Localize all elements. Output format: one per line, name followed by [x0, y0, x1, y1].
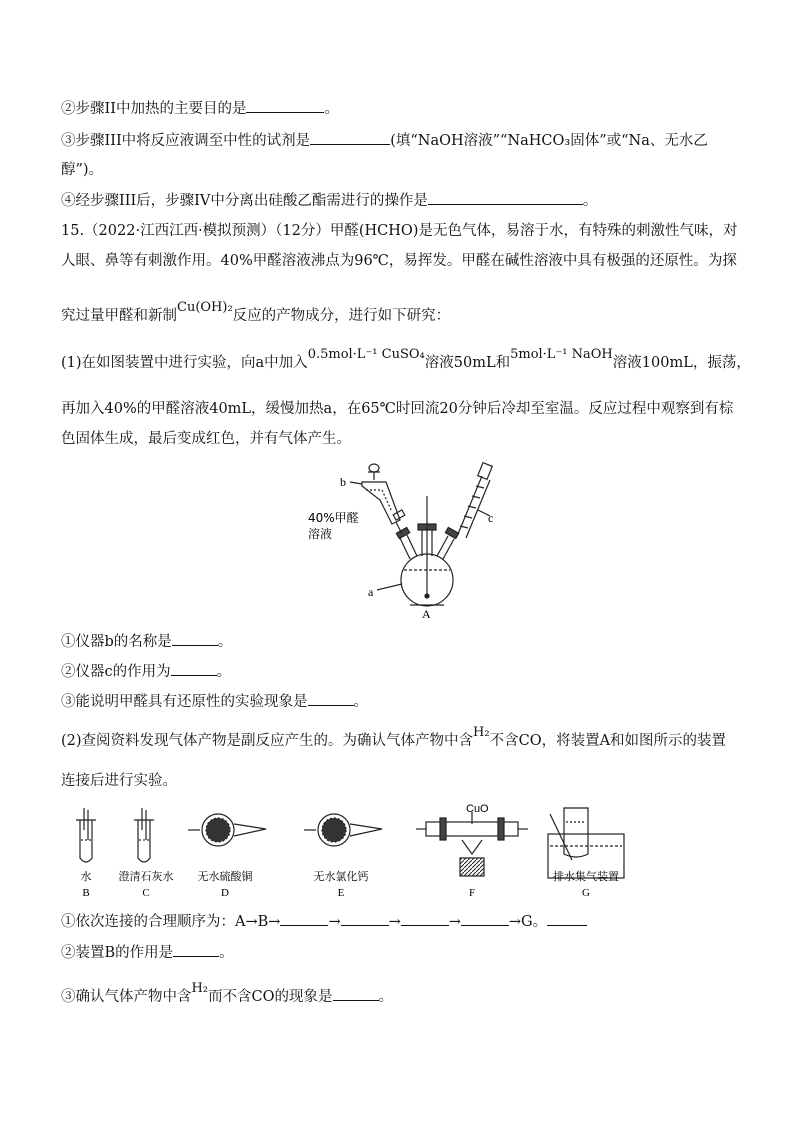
p1-text-b: 溶液50mL和: [424, 355, 511, 371]
t3-text-b: 而不含CO的现象是: [208, 989, 333, 1005]
q14-step2: [61, 98, 339, 119]
C-desc: 澄清石灰水: [118, 870, 174, 883]
answer-blank[interactable]: [172, 631, 218, 646]
G-desc: 排水集气装置: [553, 870, 619, 883]
arrow: →: [388, 914, 401, 930]
F-label: F: [468, 887, 476, 899]
C-label: C: [142, 887, 150, 899]
s3-end: 。: [353, 694, 368, 710]
t1-text: ①依次连接的合理顺序为：A→B→: [61, 914, 281, 930]
q14-step2-text: ②步骤II中加热的主要目的是: [61, 101, 247, 117]
answer-blank[interactable]: [310, 130, 390, 145]
t2-text: ②装置B的作用是: [61, 945, 174, 961]
label-b: b: [340, 475, 346, 489]
h2-formula: H₂: [473, 725, 490, 740]
q14-step3-end: (填“NaOH溶液”“NaHCO₃固体”或“Na、无水乙: [390, 133, 708, 149]
naoh-concentration: 5mol·L⁻¹ NaOH: [510, 347, 613, 362]
h2-formula: H₂: [191, 981, 209, 996]
answer-blank[interactable]: [280, 911, 328, 926]
formaldehyde-solution-label-2: 溶液: [308, 527, 333, 541]
D-label: D: [221, 887, 229, 899]
reflux-apparatus-figure: [300, 460, 530, 620]
q14-step2-end: 。: [324, 101, 339, 117]
q15-intro-line1: 15.（2022·江西江西·模拟预测）（12分）甲醛(HCHO)是无色气体，易溶于水，有特殊的刺激性气味，对: [61, 223, 738, 239]
q14-step4: [61, 190, 597, 211]
s1-text: ①仪器b的名称是: [61, 634, 172, 650]
s3-text: ③能说明甲醛具有还原性的实验现象是: [61, 694, 308, 710]
q14-step3-text: ③步骤III中将反应液调至中性的试剂是: [61, 133, 311, 149]
q15-intro3-end: 反应的产物成分，进行如下研究：: [232, 308, 451, 324]
q15-intro3-text: 究过量甲醛和新制: [61, 308, 177, 324]
label-a: a: [368, 585, 374, 599]
D-desc: 无水硫酸铜: [197, 870, 253, 883]
formaldehyde-solution-label-1: 40%甲醛: [308, 511, 359, 525]
answer-blank[interactable]: [171, 661, 217, 676]
t2-end: 。: [219, 945, 234, 961]
q15-t1: [61, 911, 587, 932]
E-desc: 无水氯化钙: [313, 870, 369, 883]
B-label: B: [82, 887, 90, 899]
s2-end: 。: [216, 664, 232, 680]
arrow: →: [328, 914, 341, 930]
answer-blank[interactable]: [173, 942, 219, 957]
q15-t3: [61, 981, 394, 1008]
t3-end: 。: [378, 989, 394, 1005]
answer-blank[interactable]: [401, 911, 449, 926]
t3-text-a: ③确认气体产物中含: [61, 989, 192, 1005]
answer-blank[interactable]: [308, 691, 354, 706]
q15-intro-line3: [61, 300, 451, 327]
label-A: A: [422, 607, 431, 620]
q15-t2: [61, 942, 234, 963]
answer-blank[interactable]: [547, 911, 587, 926]
cuo-label: CuO: [466, 803, 489, 815]
q15-part2-line2: 连接后进行实验。: [61, 773, 177, 789]
s1-end: 。: [217, 634, 233, 650]
q15-part1-line2: 再加入40%的甲醛溶液40mL，缓慢加热a，在65℃时回流20分钟后冷却至室温。反应过程中观察到有棕: [61, 401, 734, 417]
p1-text-a: (1)在如图装置中进行实验，向a中加入: [61, 355, 308, 371]
B-desc: 水: [80, 870, 92, 883]
answer-blank[interactable]: [428, 190, 583, 205]
p2-text-b: 不含CO，将装置A和如图所示的装置: [489, 733, 727, 749]
q14-step3-cont: 醇”)。: [61, 162, 104, 178]
q14-step4-end: 。: [582, 193, 598, 209]
q15-part2-line1: [61, 725, 727, 752]
q15-s3: [61, 691, 368, 712]
q15-part1-line1: [61, 347, 751, 374]
p1-text-c: 溶液100mL，振荡，: [612, 355, 751, 371]
E-label: E: [337, 887, 345, 899]
answer-blank[interactable]: [461, 911, 509, 926]
q14-step4-text: ④经步骤III后，步骤IV中分离出硅酸乙酯需进行的操作是: [61, 193, 428, 209]
G-label: G: [582, 887, 590, 899]
q15-s2: [61, 661, 231, 682]
q15-s1: [61, 631, 232, 652]
t1-end: →G。: [508, 914, 548, 930]
cuoh2-formula: Cu(OH)₂: [177, 300, 233, 315]
s2-text: ②仪器c的作用为: [61, 664, 171, 680]
label-c: c: [488, 511, 494, 525]
p2-text-a: (2)查阅资料发现气体产物是副反应产生的。为确认气体产物中含: [61, 733, 474, 749]
q15-part1-line3: 色固体生成，最后变成红色，并有气体产生。: [61, 431, 351, 447]
answer-blank[interactable]: [341, 911, 389, 926]
gas-test-apparatus-figure: [60, 800, 660, 902]
arrow: →: [448, 914, 461, 930]
q15-intro-line2: 人眼、鼻等有刺激作用。40%甲醛溶液沸点为96℃，易挥发。甲醛在碱性溶液中具有极强的还原性。为探: [61, 253, 737, 269]
answer-blank[interactable]: [246, 98, 324, 113]
q14-step3: [61, 130, 708, 151]
cuso4-concentration: 0.5mol·L⁻¹ CuSO₄: [307, 347, 425, 362]
answer-blank[interactable]: [333, 986, 379, 1001]
